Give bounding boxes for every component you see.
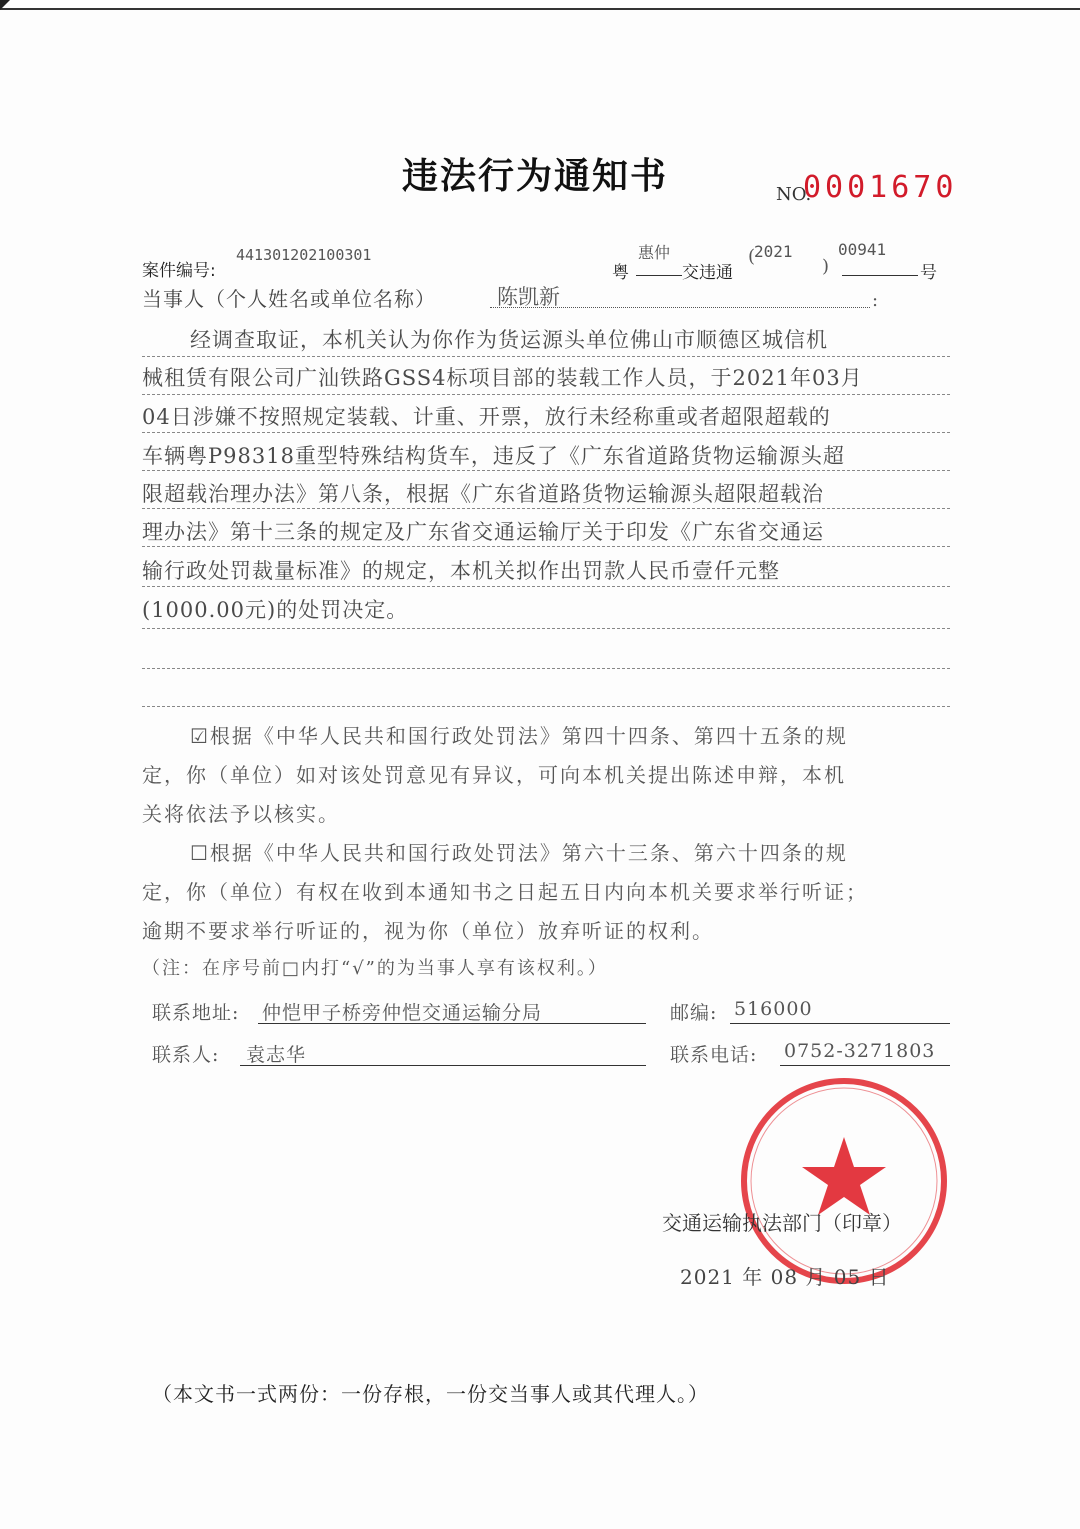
notice-hearing-line: 定，你（单位）有权在收到本通知书之日起五日内向本机关要求举行听证；	[142, 880, 868, 904]
ref-paren-open: (	[748, 246, 756, 267]
notice-statement-line: ☑根据《中华人民共和国行政处罚法》第四十四条、第四十五条的规	[190, 724, 848, 748]
ruled-line	[142, 394, 950, 395]
body-line: 输行政处罚裁量标准》的规定，本机关拟作出罚款人民币壹仟元整	[142, 559, 780, 583]
ref-suffix: 号	[920, 263, 937, 283]
department-signature: 交通运输执法部门（印章）	[662, 1211, 902, 1235]
star-icon	[802, 1137, 886, 1215]
party-underline	[490, 306, 870, 308]
phone-label: 联系电话:	[670, 1044, 758, 1066]
notice-statement-line: 关将依法予以核实。	[142, 802, 340, 826]
ruled-line	[142, 508, 950, 509]
contact-person-label: 联系人:	[152, 1044, 220, 1066]
corner-mark	[0, 0, 10, 10]
notice-hearing-line: ☐根据《中华人民共和国行政处罚法》第六十三条、第六十四条的规	[190, 841, 848, 865]
ruled-line	[142, 668, 950, 669]
copies-note: （本文书一式两份：一份存根，一份交当事人或其代理人。）	[152, 1382, 709, 1406]
notice-hearing-line: 逾期不要求举行听证的，视为你（单位）放弃听证的权利。	[142, 919, 714, 943]
body-line: 经调查取证，本机关认为你作为货运源头单位佛山市顺德区城信机	[190, 328, 828, 352]
phone-value: 0752-3271803	[784, 1040, 936, 1062]
ruled-line	[142, 586, 950, 587]
official-seal	[738, 1075, 950, 1287]
notice-statement-line: 定，你（单位）如对该处罚意见有异议，可向本机关提出陈述申辩，本机	[142, 763, 846, 787]
address-value: 仲恺甲子桥旁仲恺交通运输分局	[262, 1002, 543, 1024]
ruled-line	[142, 706, 950, 707]
contact-person-value: 袁志华	[246, 1044, 307, 1066]
body-line: 理办法》第十三条的规定及广东省交通运输厅关于印发《广东省交通运	[142, 520, 824, 544]
body-line: 械租赁有限公司广汕铁路GSS4标项目部的装载工作人员，于2021年03月	[142, 366, 863, 390]
contact-person-underline	[240, 1064, 646, 1066]
document-title: 违法行为通知书	[402, 156, 669, 197]
ref-number-value: 00941	[838, 240, 887, 259]
postcode-underline	[730, 1022, 950, 1024]
ref-year-value: 2021	[754, 242, 793, 261]
case-number-value: 441301202100301	[236, 246, 372, 264]
serial-prefix: NO.	[776, 184, 812, 205]
ruled-line	[142, 546, 950, 547]
serial-number: 0001670	[803, 170, 958, 205]
ruled-line	[142, 432, 950, 433]
case-number-label: 案件编号:	[142, 261, 216, 281]
top-edge-line	[0, 8, 1080, 10]
body-line: (1000.00元)的处罚决定。	[142, 598, 409, 622]
postcode-value: 516000	[734, 998, 813, 1020]
ref-middle: 交违通	[682, 263, 733, 283]
address-underline	[258, 1022, 646, 1024]
ref-prefix: 粤	[612, 263, 629, 283]
ruled-line	[142, 628, 950, 629]
address-label: 联系地址:	[152, 1002, 240, 1024]
party-label: 当事人（个人姓名或单位名称）	[142, 287, 436, 311]
body-line: 04日涉嫌不按照规定装载、计重、开票，放行未经称重或者超限超载的	[142, 405, 831, 429]
ref-number-blank	[842, 258, 918, 276]
body-line: 车辆粤P98318重型特殊结构货车，违反了《广东省道路货物运输源头超	[142, 444, 845, 468]
notice-footnote: （注：在序号前□内打“√”的为当事人享有该权利。）	[142, 958, 608, 979]
ref-paren-close: )	[822, 256, 830, 277]
ruled-line	[142, 470, 950, 471]
ruled-line	[142, 356, 950, 357]
ref-region-value: 惠仲	[638, 243, 671, 262]
postcode-label: 邮编:	[670, 1002, 718, 1024]
issue-date: 2021 年 08 月 05 日	[680, 1265, 890, 1289]
party-colon: :	[872, 290, 879, 311]
body-line: 限超载治理办法》第八条，根据《广东省道路货物运输源头超限超载治	[142, 482, 824, 506]
party-name: 陈凯新	[497, 285, 560, 309]
phone-underline	[780, 1064, 950, 1066]
